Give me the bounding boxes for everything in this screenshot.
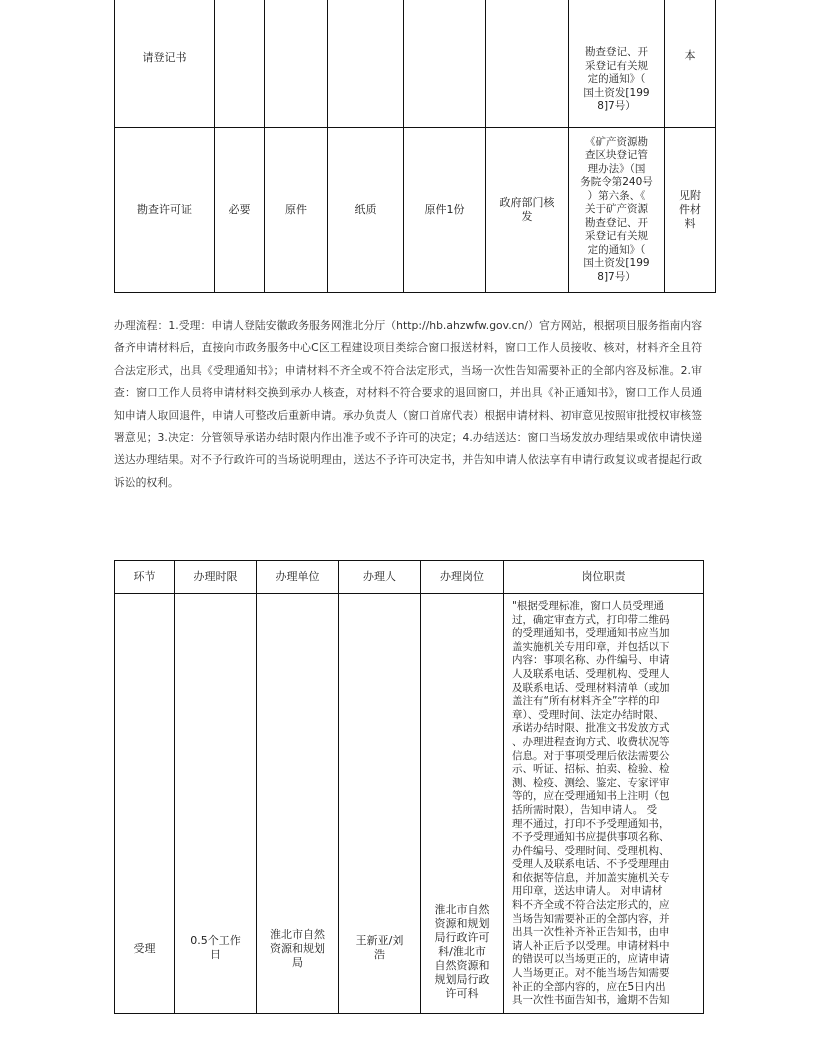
header-person: 办理人 [339, 561, 421, 594]
material-name-cell: 请登记书 [115, 0, 215, 128]
person-cell: 王新亚/刘 浩 [339, 594, 421, 1014]
table-row [115, 0, 716, 128]
required-cell: 必要 [215, 128, 265, 293]
source-cell: 政府部门核 发 [486, 128, 569, 293]
duty-cell: "根据受理标准，窗口人员受理通 过，确定审查方式，打印带二维码 的受理通知书，受理通知书应当加 盖实施机关专用印章，并包括以下 内容：事项名称、办件编号、申请 人及联系电话、受理机构、受理人 及联系电话、受理材料清单（或加 盖注有“所有材料齐全”字样的印 章）、受理时间、法定办结时限、 承诺办结时限、批准文书发放方式 、办理进程查询方式、收费状况等 信息。对于事项受理后依法需要公 示、听证、招标、拍卖、检验、检 测、检疫、测绘、鉴定、专家评审 等的，应在受理通知书上注明（包 括所需时限），告知申请人。 受 理不通过，打印不予受理通知书， 不予受理通知书应提供事项名称、 办件编号、受理时间、受理机构、 受理人及联系电话、不予受理理由 和依据等信息，并加盖实施机关专 用印章，送达申请人。 对申请材 料不齐全或不符合法定形式的，应 当场告知需要补正的全部内容，并 出具一次性补齐补正告知书，由申 请人补正后予以受理。申请材料中 的错误可以当场更正的，应请申请 人当场更正。对不能当场告知需要 补正的全部内容的，应在5日内出 具一次性书面告知书，逾期不告知 [504, 594, 704, 1014]
post-cell: 淮北市自然 资源和规划 局行政许可 科/淮北市 自然资源和 规划局行政 许可科 [421, 594, 504, 1014]
note-cell: 本 [665, 0, 716, 128]
material-name-cell: 勘查许可证 [115, 128, 215, 293]
required-cell [215, 0, 265, 128]
header-time: 办理时限 [175, 561, 257, 594]
table-row [115, 594, 704, 1014]
steps-table [114, 560, 704, 1014]
header-duty: 岗位职责 [504, 561, 704, 594]
count-cell [404, 0, 486, 128]
form-cell: 原件 [265, 128, 328, 293]
process-description: 办理流程：1.受理：申请人登陆安徽政务服务网淮北分厅（http://hb.ahzwfw.gov.cn/）官方网站，根据项目服务指南内容备齐申请材料后，直接向市政务服务中心C区工程建设项目类综合窗口报送材料，窗口工作人员接收、核对，材料齐全且符合法定形式，出具《受理通知书》；申请材料不齐全或不符合法定形式，当场一次性告知需要补正的全部内容及标准。2.审查：窗口工作人员将申请材料交换到承办人核查，对材料不符合要求的退回窗口，并出具《补正通知书》，窗口工作人员通知申请人取回退件，申请人可整改后重新申请。承办负责人（窗口首席代表）根据申请材料、初审意见按照审批授权审核签署意见；3.决定：分管领导承诺办结时限内作出准予或不予许可的决定；4.办结送达：窗口当场发放办理结果或依申请快递送达办理结果。对不予行政许可的当场说明理由，送达不予许可决定书，并告知申请人依法享有申请行政复议或者提起行政诉讼的权利。 [114, 319, 702, 489]
table-row [115, 128, 716, 293]
unit-cell: 淮北市自然 资源和规划 局 [257, 594, 339, 1014]
carrier-cell: 纸质 [328, 128, 404, 293]
source-cell [486, 0, 569, 128]
materials-table [114, 0, 716, 293]
basis-cell: 勘查登记、开 采登记有关规 定的通知》（ 国土资发[199 8]7号） [569, 0, 665, 128]
header-post: 办理岗位 [421, 561, 504, 594]
carrier-cell [328, 0, 404, 128]
note-cell: 见附 件材 料 [665, 128, 716, 293]
header-step: 环节 [115, 561, 175, 594]
count-cell: 原件1份 [404, 128, 486, 293]
form-cell [265, 0, 328, 128]
basis-cell: 《矿产资源勘 查区块登记管 理办法》（国 务院令第240号 ）第六条、《 关于矿产资源 勘查登记、开 采登记有关规 定的通知》（ 国土资发[199 8]7号） [569, 128, 665, 293]
step-cell: 受理 [115, 594, 175, 1014]
time-cell: 0.5个工作 日 [175, 594, 257, 1014]
table-header-row [115, 561, 704, 594]
header-unit: 办理单位 [257, 561, 339, 594]
